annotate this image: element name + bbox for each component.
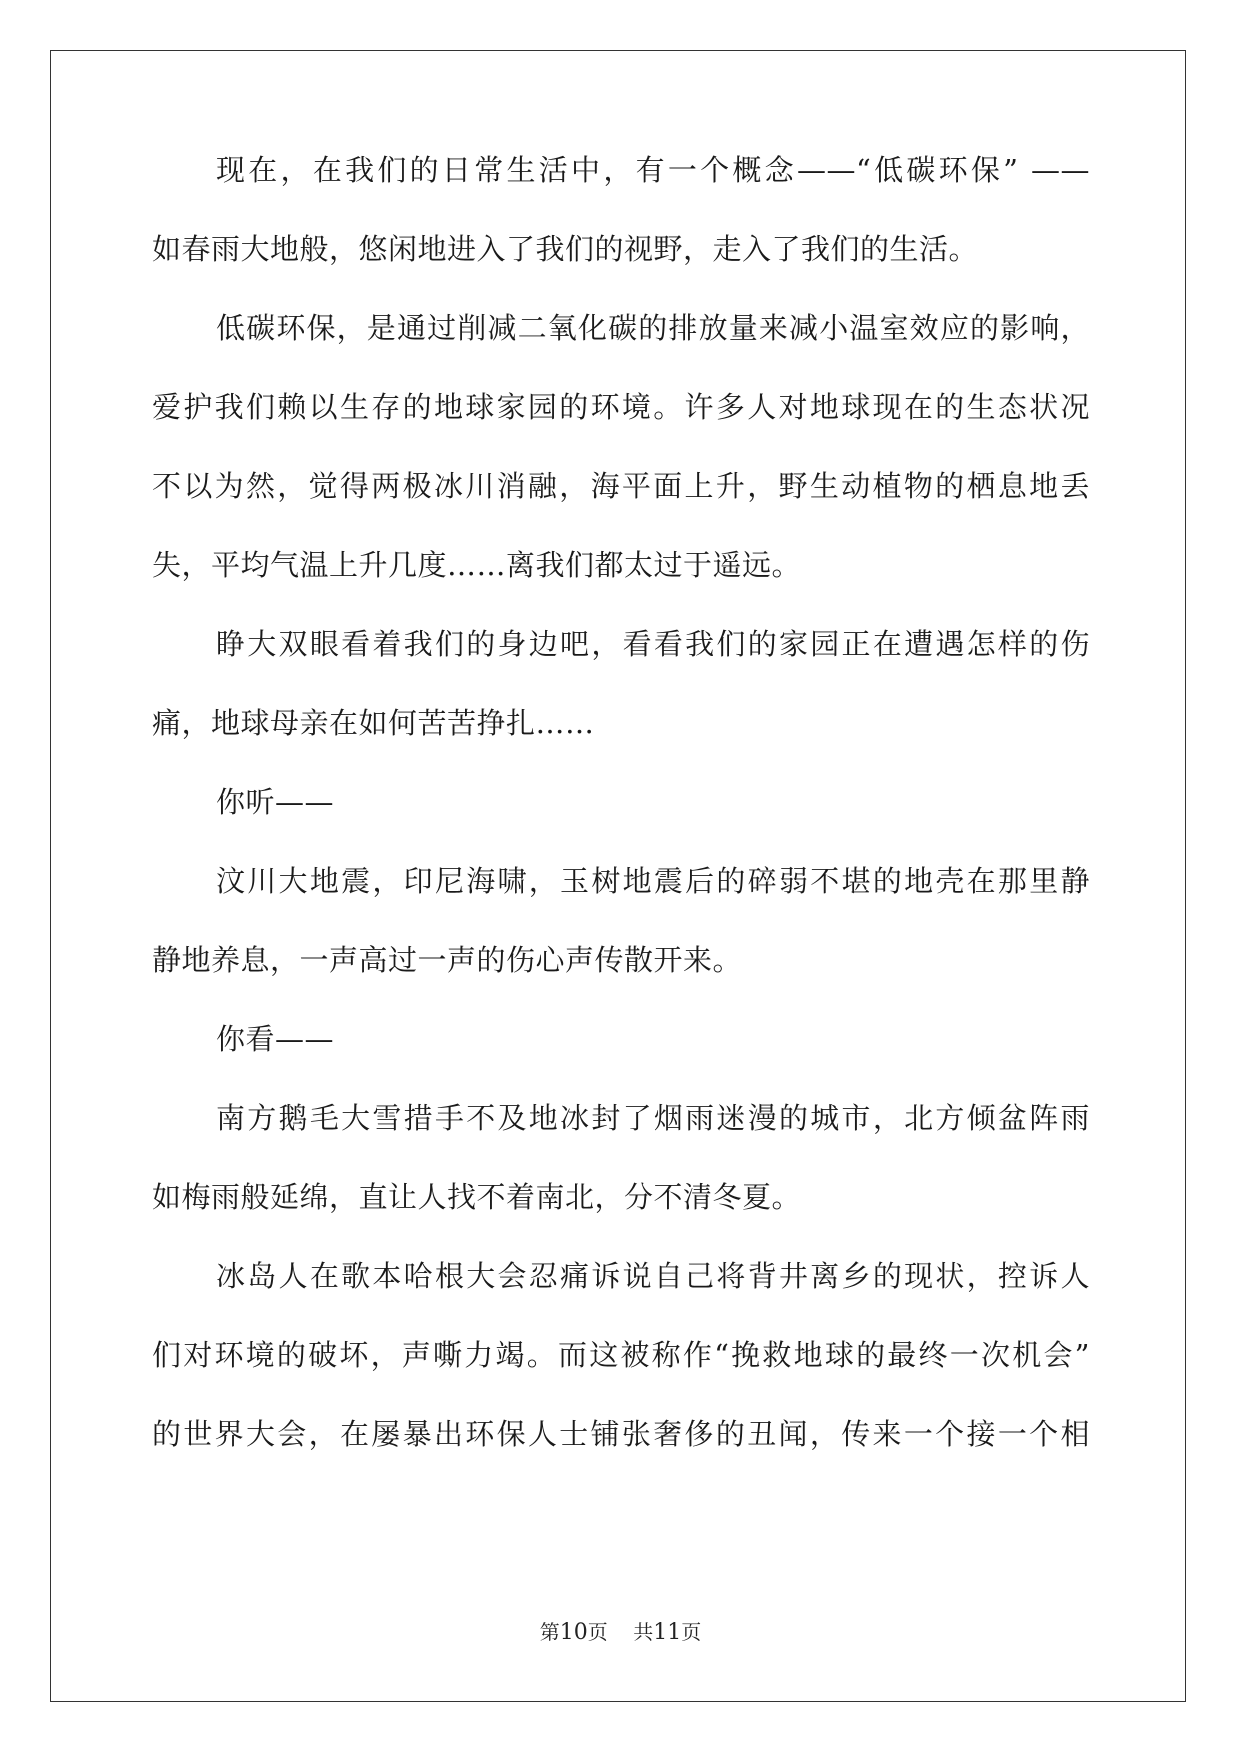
footer-total-suffix: 页: [681, 1620, 702, 1644]
footer-total-pages: 11: [653, 1620, 682, 1645]
paragraph-7-line-2: 如梅雨般延绵，直让人找不着南北，分不清冬夏。: [152, 1180, 802, 1214]
paragraph-2-line-4: 失，平均气温上升几度……离我们都太过于遥远。: [152, 548, 802, 582]
paragraph-6-line-1: 你看——: [216, 1022, 335, 1056]
paragraph-8-line-1: 冰岛人在歌本哈根大会忍痛诉说自己将背井离乡的现状，控诉人: [216, 1259, 1090, 1293]
paragraph-2-line-1: 低碳环保，是通过削减二氧化碳的排放量来减小温室效应的影响，: [216, 311, 1090, 345]
footer-total-prefix: 共: [633, 1620, 654, 1644]
paragraph-3-line-1: 睁大双眼看着我们的身边吧，看看我们的家园正在遭遇怎样的伤: [216, 627, 1090, 661]
footer-page-number: 10: [559, 1620, 588, 1645]
paragraph-1-line-1: 现在，在我们的日常生活中，有一个概念——“低碳环保” ——: [216, 153, 1090, 187]
paragraph-7-line-1: 南方鹅毛大雪措手不及地冰封了烟雨迷漫的城市，北方倾盆阵雨: [216, 1101, 1090, 1135]
paragraph-4-line-1: 你听——: [216, 785, 335, 819]
page-footer: [0, 1620, 1241, 1645]
paragraph-5-line-1: 汶川大地震，印尼海啸，玉树地震后的碎弱不堪的地壳在那里静: [216, 864, 1090, 898]
footer-page-suffix: 页: [587, 1620, 608, 1644]
paragraph-8-line-3: 的世界大会，在屡暴出环保人士铺张奢侈的丑闻，传来一个接一个相: [152, 1417, 1090, 1451]
paragraph-2-line-3: 不以为然，觉得两极冰川消融，海平面上升，野生动植物的栖息地丢: [152, 469, 1090, 503]
footer-prefix: 第: [539, 1620, 560, 1644]
paragraph-3-line-2: 痛，地球母亲在如何苦苦挣扎……: [152, 706, 595, 740]
paragraph-2-line-2: 爱护我们赖以生存的地球家园的环境。许多人对地球现在的生态状况: [152, 390, 1090, 424]
paragraph-8-line-2: 们对环境的破坏，声嘶力竭。而这被称作“挽救地球的最终一次机会”: [152, 1338, 1090, 1372]
paragraph-1-line-2: 如春雨大地般，悠闲地进入了我们的视野，走入了我们的生活。: [152, 232, 979, 266]
paragraph-5-line-2: 静地养息，一声高过一声的伤心声传散开来。: [152, 943, 743, 977]
